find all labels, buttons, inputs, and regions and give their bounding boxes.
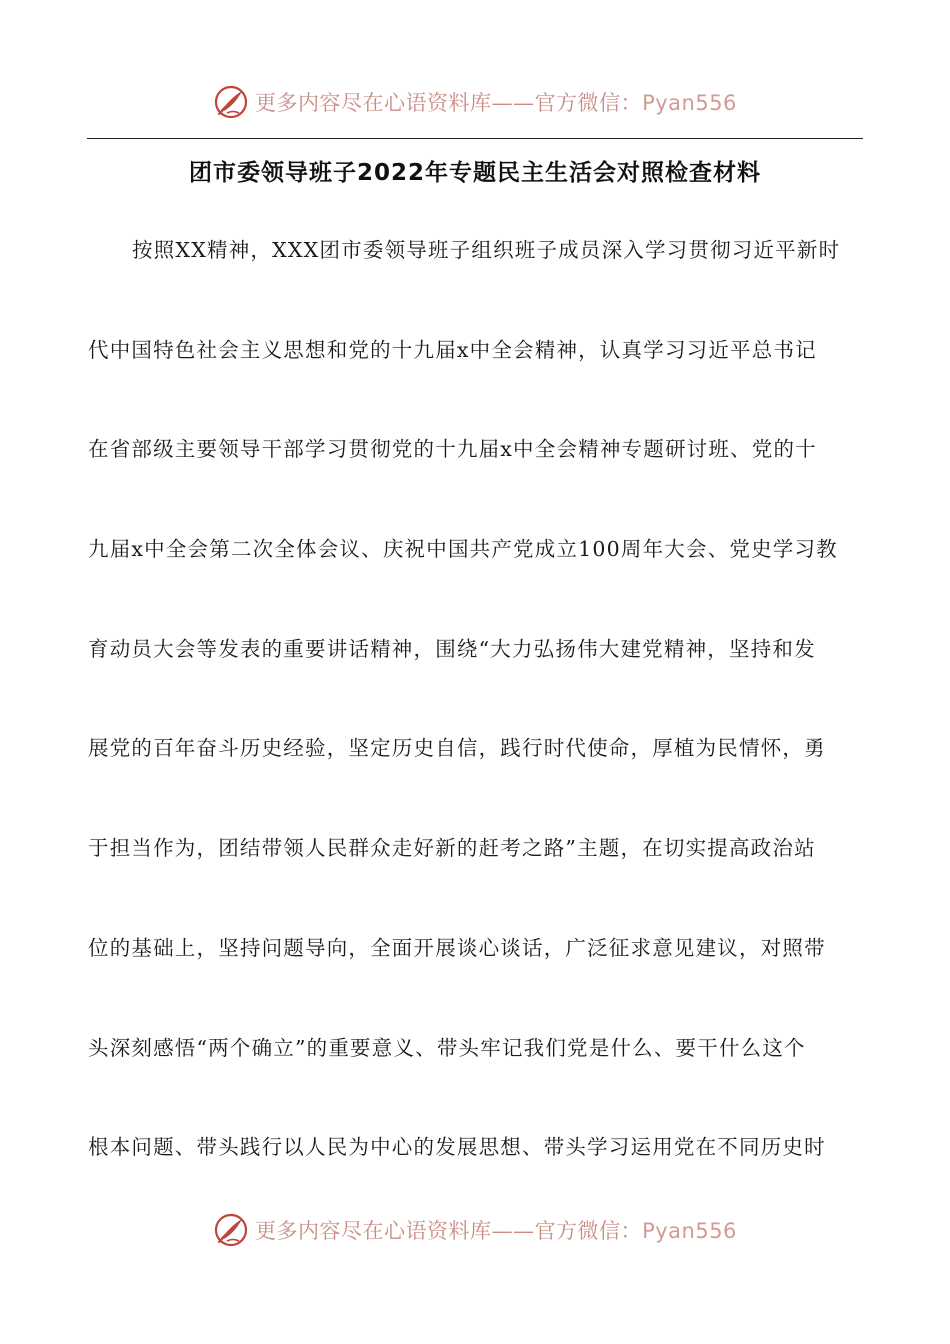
quill-logo-icon (213, 84, 249, 120)
body-line: 代中国特色社会主义思想和党的十九届x中全会精神，认真学习习近平总书记 (88, 337, 817, 362)
document-body (88, 228, 864, 1225)
banner-wechat-label: 官方微信： (534, 91, 643, 115)
body-line: 在省部级主要领导干部学习贯彻党的十九届x中全会精神专题研讨班、党的十 (88, 437, 817, 462)
header-rule (87, 138, 863, 139)
banner-wechat-id: Pyan556 (642, 1219, 737, 1243)
body-line: 按照XX精神，XXX团市委领导班子组织班子成员深入学习贯彻习近平新时 (132, 238, 841, 262)
quill-logo-icon (213, 1212, 249, 1248)
body-line: 展党的百年奋斗历史经验，坚定历史自信，践行时代使命，厚植为民情怀，勇 (88, 736, 826, 761)
body-line: 育动员大会等发表的重要讲话精神，围绕“大力弘扬伟大建党精神，坚持和发 (88, 636, 816, 661)
banner-site: 更多内容尽在心语资料库 (255, 1219, 492, 1243)
banner-wechat-id: Pyan556 (642, 91, 737, 115)
footer-banner (0, 1208, 950, 1252)
body-line: 位的基础上，坚持问题导向，全面开展谈心谈话，广泛征求意见建议，对照带 (88, 935, 826, 960)
document-title: 团市委领导班子2022年专题民主生活会对照检查材料 (188, 160, 761, 186)
banner-text (255, 1215, 737, 1245)
header-banner (0, 80, 950, 124)
body-line: 于担当作为，团结带领人民群众走好新的赶考之路”主题，在切实提高政治站 (88, 836, 816, 861)
banner-text (255, 87, 737, 117)
body-line: 根本问题、带头践行以人民为中心的发展思想、带头学习运用党在不同历史时 (88, 1135, 826, 1160)
banner-wechat-label: 官方微信： (534, 1219, 643, 1243)
banner-separator: —— (491, 91, 535, 115)
body-line: 头深刻感悟“两个确立”的重要意义、带头牢记我们党是什么、要干什么这个 (88, 1035, 806, 1060)
banner-site: 更多内容尽在心语资料库 (255, 91, 492, 115)
body-line: 九届x中全会第二次全体会议、庆祝中国共产党成立100周年大会、党史学习教 (88, 537, 838, 562)
banner-separator: —— (491, 1219, 535, 1243)
